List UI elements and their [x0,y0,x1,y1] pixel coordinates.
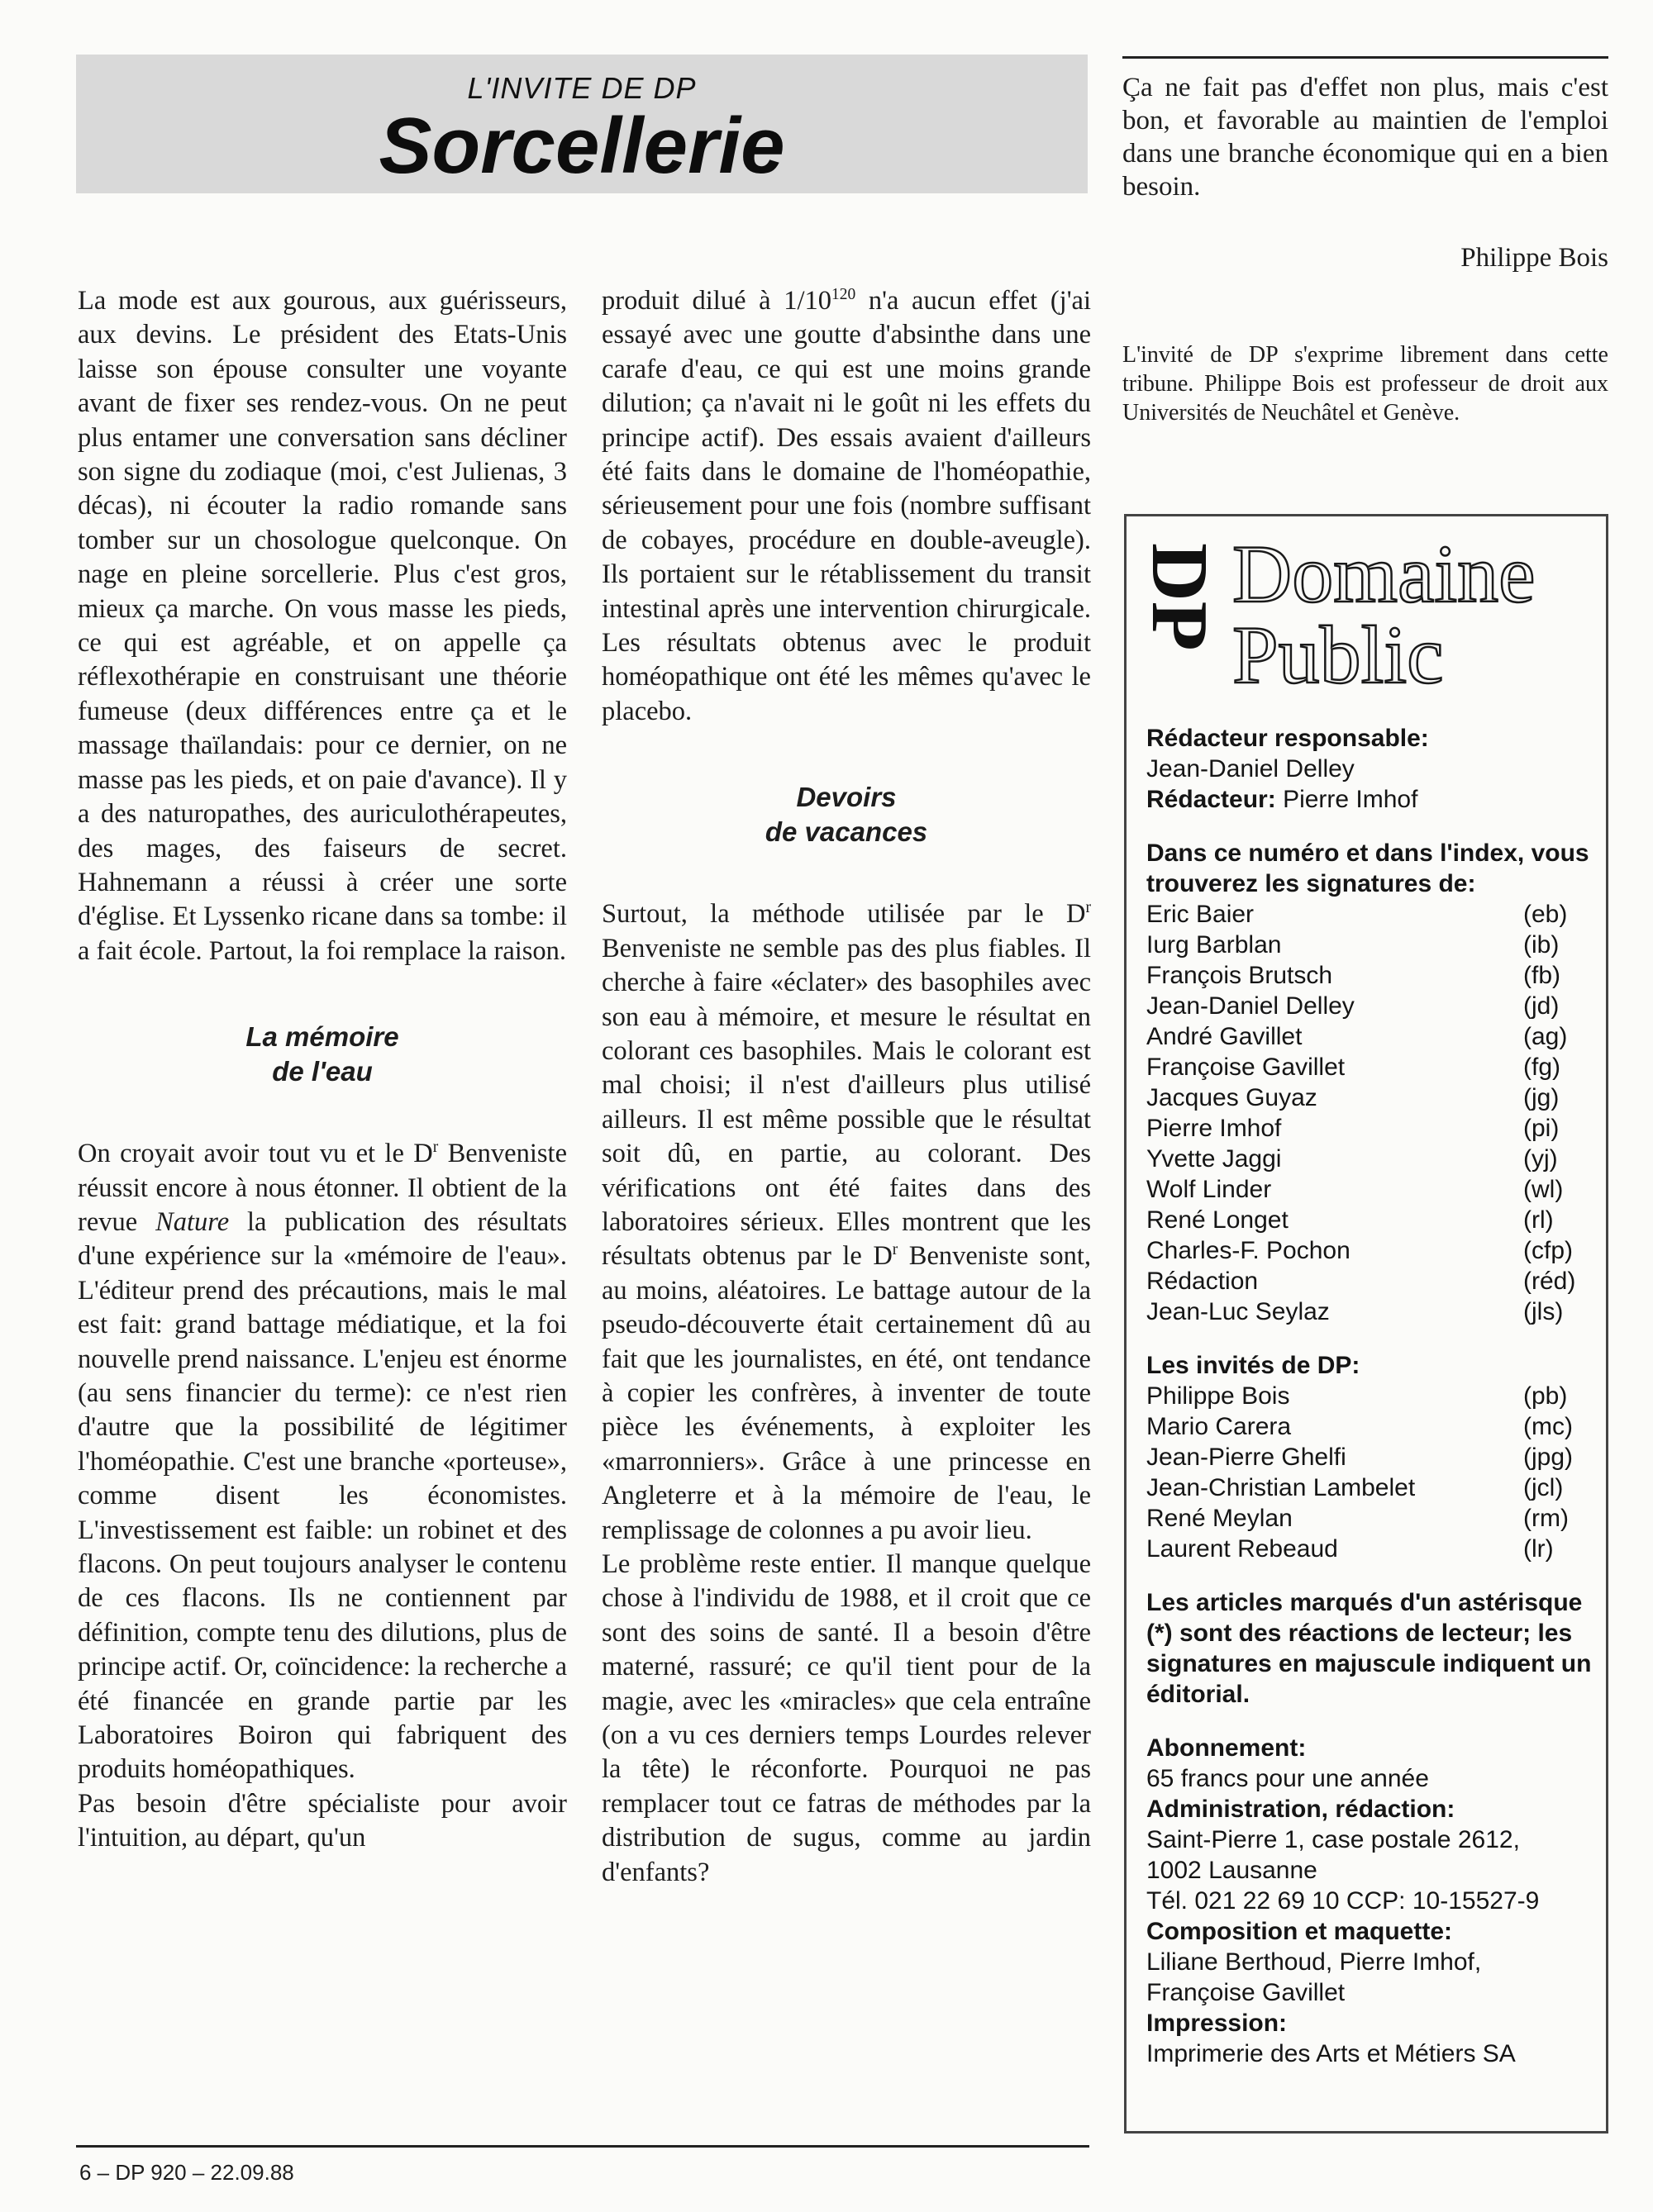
page-footer: 6 – DP 920 – 22.09.88 [79,2160,294,2185]
signature-initials: (lr) [1523,1535,1554,1563]
signatures-heading: Dans ce numéro et dans l'index, vous trouverez les signatures de: [1146,840,1589,897]
signature-name: Eric Baier [1146,901,1255,928]
dp-logo-letters: DP [1135,543,1224,651]
signature-name: René Meylan [1146,1505,1293,1532]
logo-word-public: Public [1232,609,1444,701]
paragraph: On croyait avoir tout vu et le $D^r$ Benveniste réussit encore à nous étonner. Il obtient de la revue Nature la publication des résultats d'une expérience sur la «mémoire de l'eau». L'éditeur prend des précautions, mais le mal est fait: grand battage médiatique, et la foi nouvelle prend naissance. L'enjeu est énorme (au sens financier du terme): ce n'est rien d'autre que la possibilité de légitimer l'homéopathie. C'est une branche «porteuse», comme disent les économistes. L'investissement est faible: un robinet et des flacons. On peut toujours analyser le contenu de ces flacons. Ils ne contiennent par définition, compte tenu des dilutions, plus de principe actif. Or, coïncidence: la recherche a été financée en grande partie par les Laboratoires Boiron qui fabriquent des produits homéopathiques. [78,1139,567,1785]
article-kicker: L'INVITE DE DP [467,71,697,105]
signature-row [1146,1174,1593,1205]
signature-name: Jean-Daniel Delley [1146,992,1355,1020]
masthead-box [1124,514,1608,2134]
signature-row [1146,960,1593,991]
signature-initials: (ag) [1523,1023,1568,1050]
label: Rédacteur: [1146,786,1276,813]
subheading-line: de l'eau [272,1056,373,1087]
paragraph: Le problème reste entier. Il manque quelque chose à l'individu de 1988, et il croit que ce sont des soins de santé. Il a besoin d'être materné, rassuré; ce qu'il tient pour de la magie, avec les «miracles» que cela entraîne (on a vu ces derniers temps Lourdes relever la tête) le réconforte. Pourquoi ne pas remplacer tout ce fatras de méthodes par la distribution de sugus, comme au jardin d'enfants? [602,1549,1091,1887]
signature-name: Pierre Imhof [1146,1115,1282,1142]
signature-row [1146,1381,1593,1411]
value: Saint-Pierre 1, case postale 2612, [1146,1826,1520,1853]
signatures-block [1146,838,1593,1327]
signature-name: André Gavillet [1146,1023,1303,1050]
signature-initials: (rl) [1523,1206,1554,1234]
signature-initials: (pi) [1523,1115,1560,1142]
paragraph: La mode est aux gourous, aux guérisseurs, aux devins. Le président des Etats-Unis laisse son épouse consulter une voyante avant de fixer ses rendez-vous. On ne peut plus entamer une conversation sans décliner son signe du zodiaque (moi, c'est Julienas, 3 décas), ni écouter la radio romande sans tomber sur un chosologue quelconque. On nage en pleine sorcellerie. Plus c'est gros, mieux ça marche. On vous masse les pieds, ce qui est agréable, et on appelle ça réflexothérapie en construisant une théorie fumeuse (deux différences entre ça et le massage thaïlandais: pour ce dernier, on ne masse pas les pieds, et on paie d'avance). Il y a des naturopathes, des auriculothérapeutes, des mages, des faiseurs de secret. Hahnemann a réussi à créer une sorte d'église. Et Lyssenko ricane dans sa tombe: il a fait école. Partout, la foi remplace la raison. [78,286,567,966]
value: Tél. 021 22 69 10 CCP: 10-15527-9 [1146,1887,1540,1915]
signature-initials: (jd) [1523,992,1560,1020]
signature-initials: (jls) [1523,1298,1564,1325]
signature-initials: (ib) [1523,931,1560,959]
signature-initials: (rm) [1523,1505,1569,1532]
signature-row [1146,1052,1593,1082]
editors-block [1146,723,1593,815]
signature-name: Laurent Rebeaud [1146,1535,1338,1563]
signature-row [1146,1411,1593,1442]
signature-row [1146,1021,1593,1052]
footer-divider [76,2145,1089,2148]
signature-row [1146,1235,1593,1266]
article-column-1 [78,284,567,1856]
signature-name: Françoise Gavillet [1146,1054,1346,1081]
signature-initials: (jg) [1523,1084,1560,1111]
article-header [76,55,1088,193]
signature-row [1146,1442,1593,1472]
signature-name: Yvette Jaggi [1146,1145,1282,1173]
signature-name: Charles-F. Pochon [1146,1237,1351,1264]
paragraph: produit dilué à $1/10^{120}$ n'a aucun effet (j'ai essayé avec une goutte d'absinthe dans une carafe d'eau, ce qui est une moins grande dilution; ça n'avait ni le goût ni les effets du principe actif). Des essais avaient d'ailleurs été faits dans le domaine de l'homéopathie, sérieusement pour une fois (nombre suffisant de cobayes, procédure en double-aveugle). Ils portaient sur le rétablissement du transit intestinal après une intervention chirurgicale. Les résultats obtenus avec le produit homéopathique ont été les mêmes qu'avec le placebo. [602,286,1092,726]
signature-name: Jacques Guyaz [1146,1084,1317,1111]
signature-initials: (eb) [1523,901,1568,928]
label: Rédacteur responsable: [1146,725,1429,752]
label: Impression: [1146,2010,1288,2037]
signature-row [1146,899,1593,930]
signature-row [1146,1082,1593,1113]
subheading-line: de vacances [765,816,928,848]
signature-initials: (yj) [1523,1145,1558,1173]
article-conclusion: Ça ne fait pas d'effet non plus, mais c'est bon, et favorable au maintien de l'emploi dans une branche économique qui en a bien besoin. [1122,73,1608,202]
value: 1002 Lausanne [1146,1857,1317,1884]
signature-initials: (jcl) [1523,1474,1564,1501]
guests-block [1146,1350,1593,1564]
signature-name: Philippe Bois [1146,1382,1290,1410]
divider [1122,56,1608,59]
signature-initials: (mc) [1523,1413,1573,1440]
signature-initials: (réd) [1523,1268,1576,1295]
paragraph: Pas besoin d'être spécialiste pour avoir l'intuition, au départ, qu'un [78,1788,567,1853]
article-title: Sorcellerie [379,102,785,190]
author-signature: Philippe Bois [1460,243,1608,273]
signature-row [1146,1205,1593,1235]
signatures-list [1146,899,1593,1327]
signature-name: René Longet [1146,1206,1289,1234]
signature-row [1146,930,1593,960]
label: Abonnement: [1146,1734,1307,1762]
signature-initials: (cfp) [1523,1237,1573,1264]
value: Liliane Berthoud, Pierre Imhof, [1146,1948,1482,1976]
label: Composition et maquette: [1146,1918,1453,1945]
guests-list [1146,1381,1593,1564]
subheading [602,780,1091,849]
signature-initials: (fg) [1523,1054,1560,1081]
signature-name: François Brutsch [1146,962,1333,989]
value: Françoise Gavillet [1146,1979,1346,2006]
guests-heading: Les invités de DP: [1146,1352,1360,1379]
signature-row [1146,1534,1593,1564]
signature-row [1146,1266,1593,1296]
signature-name: Jean-Luc Seylaz [1146,1298,1330,1325]
article-column-2 [602,284,1091,1890]
signature-row [1146,991,1593,1021]
signature-row [1146,1503,1593,1534]
dp-logo-icon [1135,543,1224,700]
logo-word-domaine: Domaine [1232,528,1536,620]
editorial-note: Les articles marqués d'un astérisque (*) sont des réactions de lecteur; les signatures en majuscule indiquent un éditorial. [1146,1589,1592,1708]
signature-name: Rédaction [1146,1268,1259,1295]
paragraph: Surtout, la méthode utilisée par le $D^r$ Benveniste ne semble pas des plus fiables. Il cherche à faire «éclater» des basophiles avec son eau à mémoire, et mesure le résultat en colorant ces basophiles. Mais le colorant est mal choisi; il n'est d'ailleurs plus utilisé ailleurs. Il est même possible que le résultat soit dû, en partie, au colorant. Des vérifications ont été faites dans des laboratoires sérieux. Elles montrent que les résultats obtenus par le $D^r$ Benveniste sont, au moins, aléatoires. Le battage autour de la pseudo-découverte était certainement dû au fait que les journalistes, en été, ont tendance à copier les confrères, à inventer de toute pièce les événements, à exploiter les «marronniers». Grâce à une princesse en Angleterre et à la mémoire de l'eau, le remplissage de colonnes a pu avoir lieu. [602,899,1091,1545]
signature-name: Jean-Pierre Ghelfi [1146,1444,1346,1471]
value: Imprimerie des Arts et Métiers SA [1146,2040,1516,2067]
signature-initials: (wl) [1523,1176,1564,1203]
label: Administration, rédaction: [1146,1796,1455,1823]
signature-row [1146,1472,1593,1503]
subheading [78,1020,567,1089]
signature-name: Iurg Barblan [1146,931,1282,959]
publication-info [1146,1733,1593,2069]
author-note: L'invité de DP s'exprime librement dans cette tribune. Philippe Bois est professeur de droit aux Universités de Neuchâtel et Genève. [1122,342,1608,426]
value: Jean-Daniel Delley [1146,755,1355,783]
masthead-content [1146,723,1593,2069]
signature-name: Mario Carera [1146,1413,1292,1440]
signature-initials: (pb) [1523,1382,1568,1410]
value: Pierre Imhof [1283,786,1418,813]
signature-row [1146,1144,1593,1174]
signature-name: Jean-Christian Lambelet [1146,1474,1416,1501]
subheading-line: Devoirs [796,782,897,813]
signature-initials: (jpg) [1523,1444,1574,1471]
signature-initials: (fb) [1523,962,1560,989]
signature-row [1146,1296,1593,1327]
subheading-line: La mémoire [245,1021,399,1053]
value: 65 francs pour une année [1146,1765,1429,1792]
signature-name: Wolf Linder [1146,1176,1272,1203]
signature-row [1146,1113,1593,1144]
